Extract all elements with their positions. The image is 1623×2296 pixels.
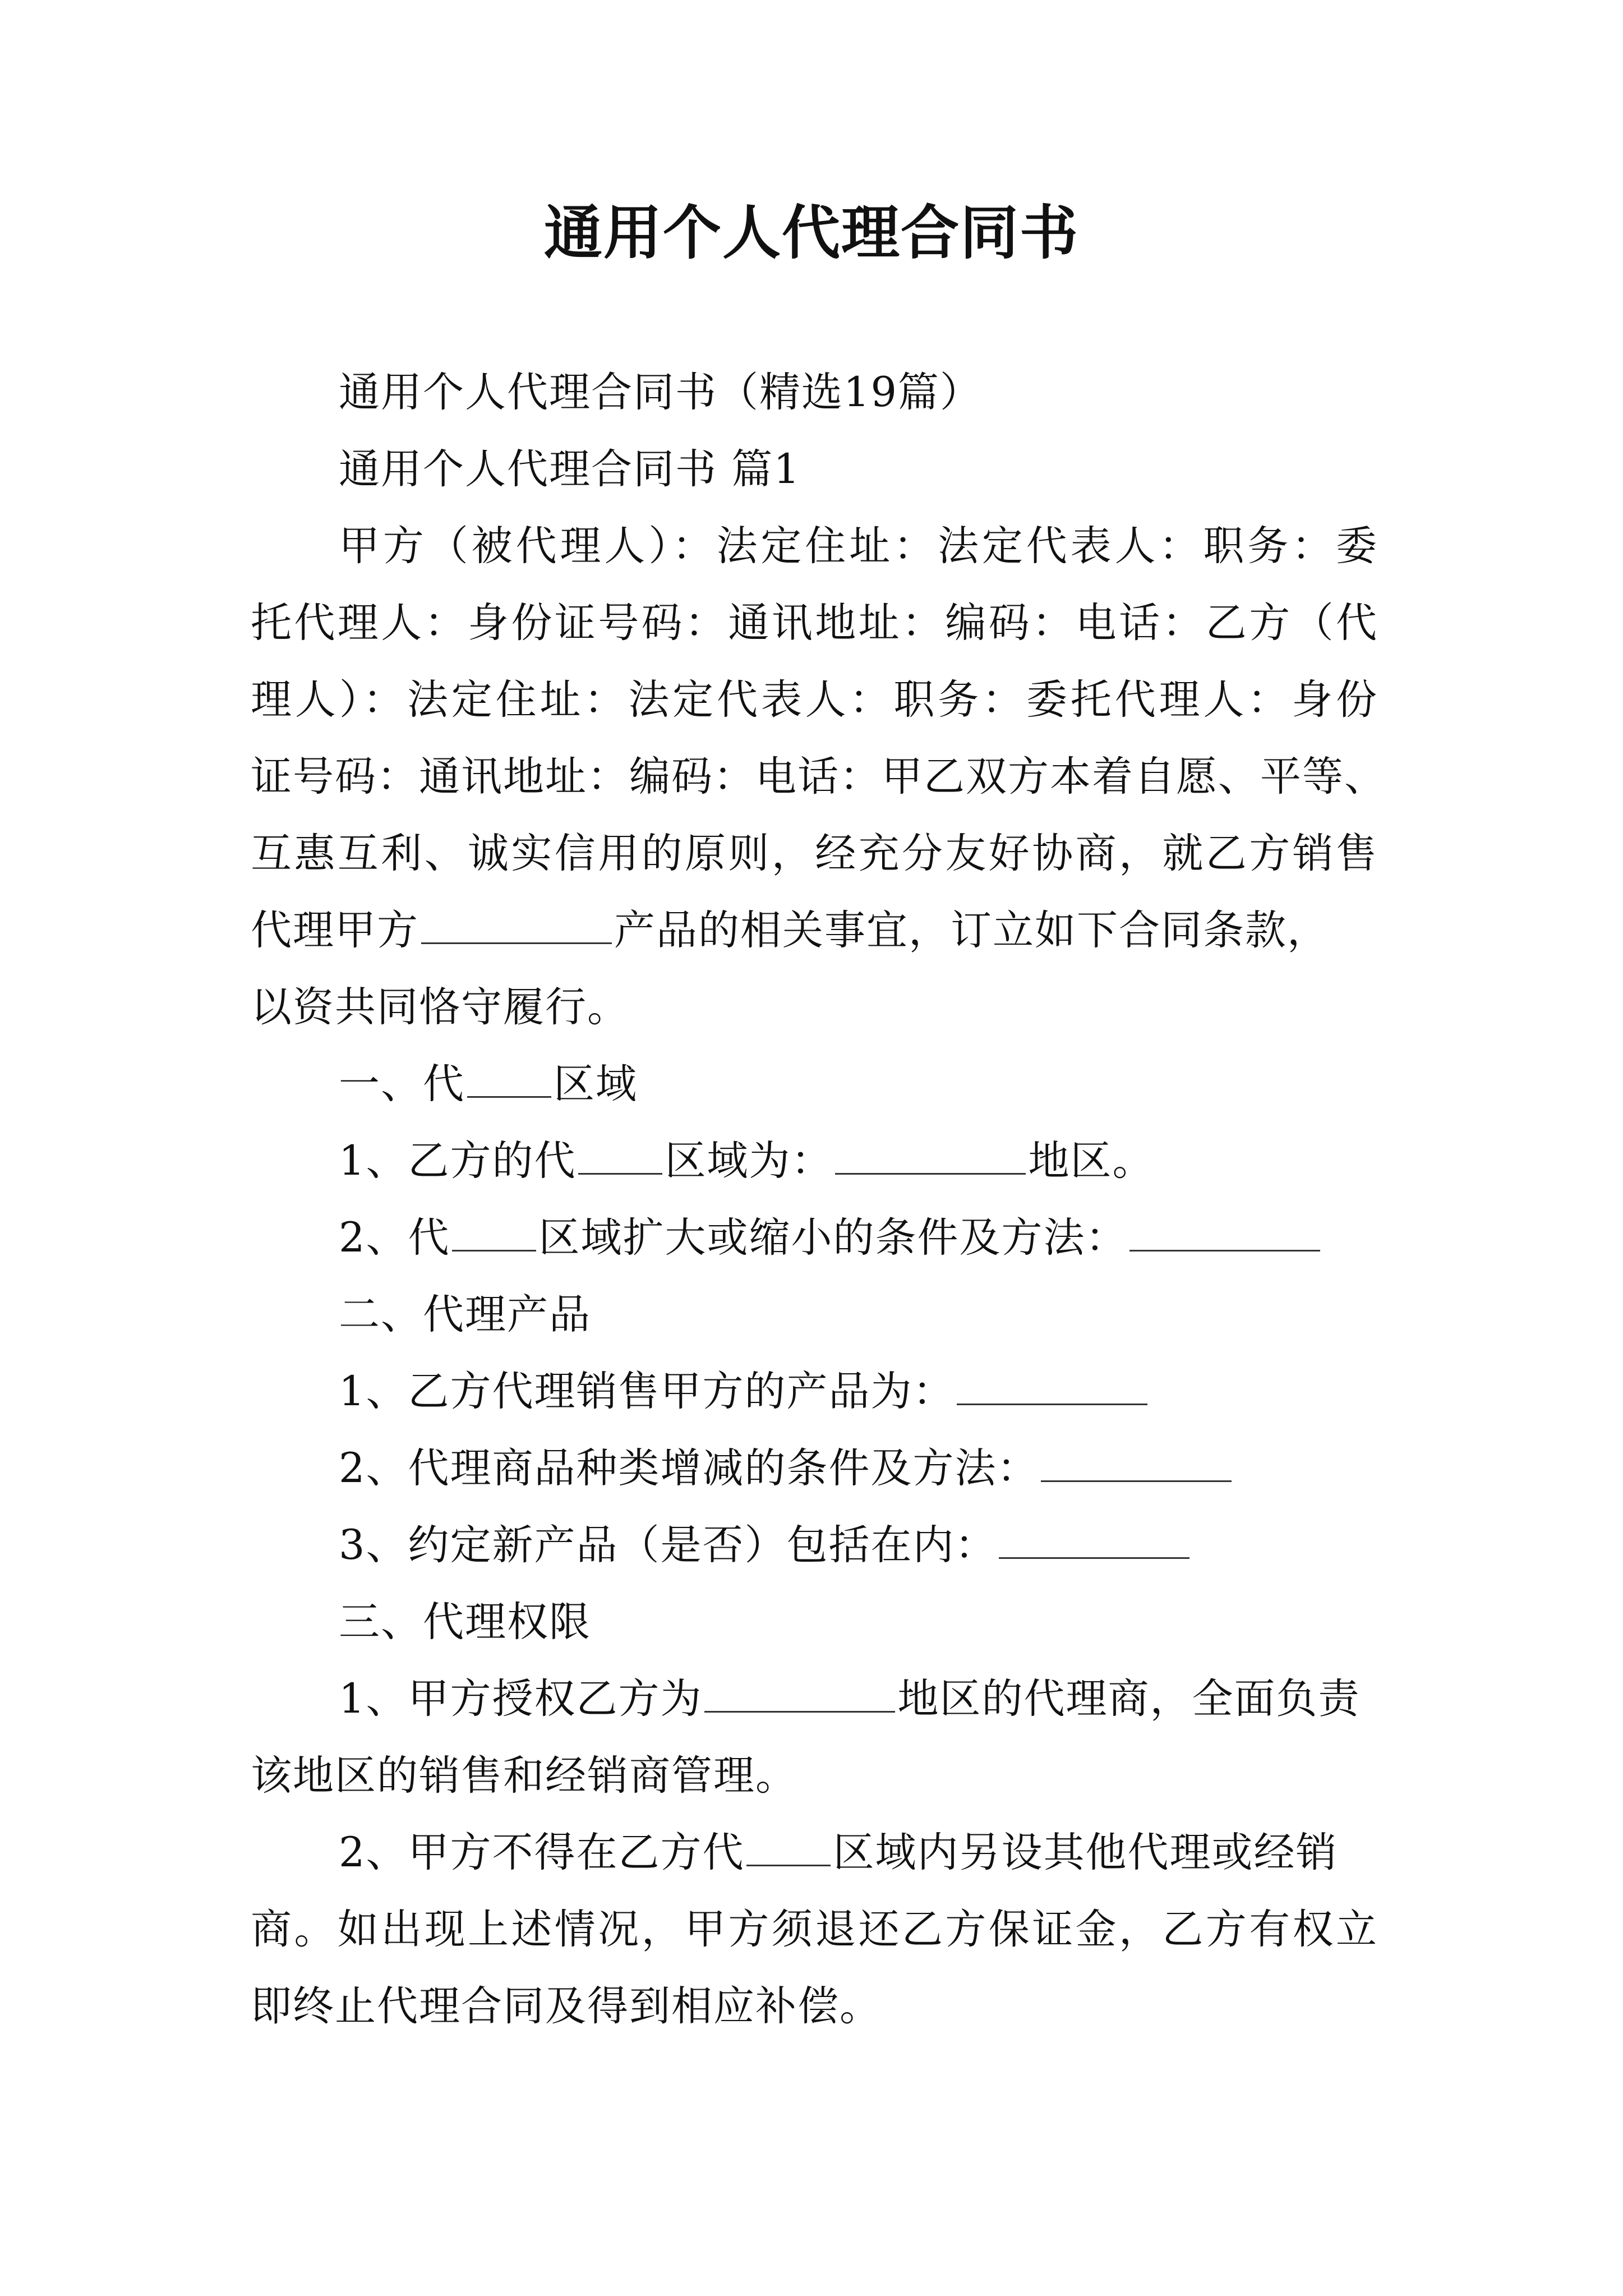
blank-field (835, 1136, 1026, 1175)
section-1-item-2 (339, 1210, 1378, 1266)
intro-line-5: 互惠互利、诚实信用的原则，经充分友好协商，就乙方销售 (251, 830, 1378, 877)
section-1-heading (339, 1056, 1378, 1112)
blank-field (999, 1520, 1189, 1559)
section-3-item-1-a: 1、甲方授权乙方为 (339, 1675, 703, 1723)
section-3-item-2-line-3: 即终止代理合同及得到相应补偿。 (251, 1982, 882, 2030)
blank-field (957, 1366, 1147, 1405)
blank-field (746, 1828, 831, 1866)
blank-field (578, 1136, 662, 1175)
section-1-item-1-a: 1、乙方的代 (339, 1137, 577, 1185)
blank-field (452, 1213, 536, 1251)
intro-line-6 (251, 903, 1378, 959)
intro-line-6-part-b: 产品的相关事宜，订立如下合同条款， (614, 907, 1329, 954)
intro-line-2: 托代理人：身份证号码：通讯地址：编码：电话：乙方（代 (251, 599, 1378, 647)
section-3-heading: 三、代理权限 (339, 1598, 591, 1646)
section-1-heading-a: 一、代 (339, 1060, 465, 1108)
section-2-item-1 (339, 1364, 1378, 1420)
section-3-item-2-a: 2、甲方不得在乙方代 (339, 1829, 745, 1876)
blank-field (1129, 1213, 1320, 1251)
section-2-item-3-text: 3、约定新产品（是否）包括在内： (339, 1521, 997, 1569)
section-1-item-1-b: 区域为： (665, 1137, 833, 1185)
section-3-item-1-line-2: 该地区的销售和经销商管理。 (251, 1752, 797, 1800)
blank-field (704, 1674, 895, 1713)
section-1-heading-b: 区域 (554, 1060, 638, 1108)
intro-line-7: 以资共同恪守履行。 (251, 983, 629, 1031)
section-2-heading: 二、代理产品 (339, 1291, 591, 1338)
section-heading: 通用个人代理合同书 篇1 (339, 445, 801, 493)
section-3-item-2-b: 区域内另设其他代理或经销 (833, 1829, 1338, 1876)
section-2-item-1-text: 1、乙方代理销售甲方的产品为： (339, 1368, 955, 1415)
intro-line-1: 甲方（被代理人）：法定住址：法定代表人：职务：委 (339, 522, 1378, 570)
section-1-item-1 (339, 1133, 1378, 1189)
section-3-item-2-line-1 (339, 1825, 1378, 1881)
blank-field (467, 1059, 551, 1098)
document-subtitle: 通用个人代理合同书（精选19篇） (339, 369, 982, 416)
section-3-item-2-line-2: 商。如出现上述情况，甲方须退还乙方保证金，乙方有权立 (251, 1906, 1378, 1953)
section-1-item-1-c: 地区。 (1028, 1137, 1155, 1185)
section-3-item-1-line-1 (339, 1671, 1378, 1727)
section-3-item-1-b: 地区的代理商，全面负责 (897, 1675, 1361, 1723)
section-2-item-3 (339, 1517, 1378, 1573)
intro-line-6-part-a: 代理甲方 (251, 907, 419, 954)
blank-field (1041, 1443, 1232, 1482)
section-2-item-2-text: 2、代理商品种类增减的条件及方法： (339, 1444, 1039, 1492)
section-2-item-2 (339, 1441, 1378, 1497)
intro-line-4: 证号码：通讯地址：编码：电话：甲乙双方本着自愿、平等、 (251, 753, 1386, 800)
document-title: 通用个人代理合同书 (543, 198, 1079, 267)
section-1-item-2-a: 2、代 (339, 1214, 450, 1262)
intro-line-3: 理人）：法定住址：法定代表人：职务：委托代理人：身份 (251, 676, 1378, 724)
section-1-item-2-b: 区域扩大或缩小的条件及方法： (538, 1214, 1128, 1262)
blank-field (421, 905, 612, 944)
